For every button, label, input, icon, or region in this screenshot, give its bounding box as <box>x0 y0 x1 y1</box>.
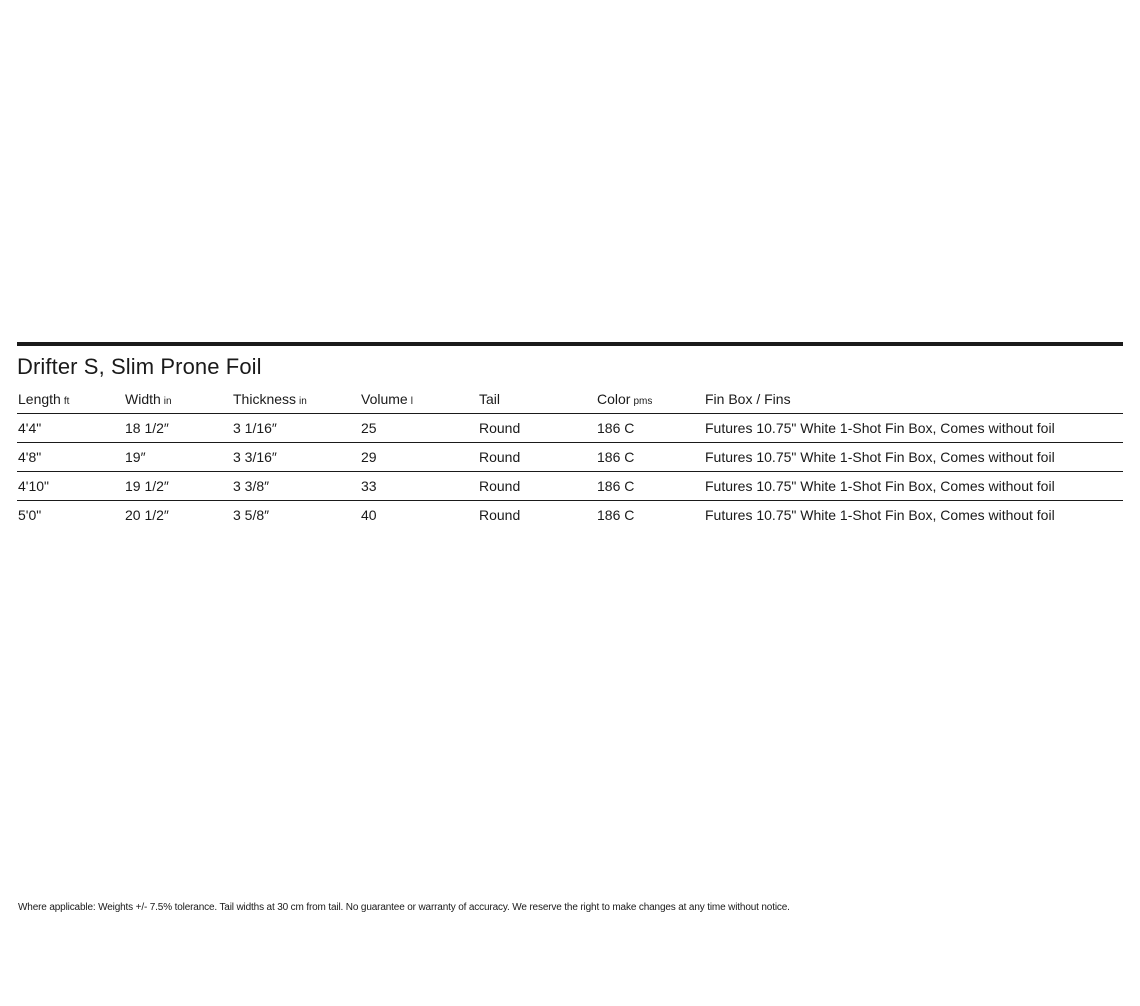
cell-tail: Round <box>478 443 596 472</box>
table-row <box>17 414 1123 443</box>
header-length: Length ft <box>18 391 70 407</box>
cell-length: 4'10" <box>17 472 124 501</box>
disclaimer-footnote: Where applicable: Weights +/- 7.5% tolerance. Tail widths at 30 cm from tail. No guarantee or warranty of accuracy. We reserve the right to make changes at any time without notice. <box>18 902 790 913</box>
spec-block <box>17 342 1123 529</box>
header-width: Width in <box>125 391 172 407</box>
cell-volume: 40 <box>360 501 478 530</box>
table-row <box>17 443 1123 472</box>
top-rule <box>17 342 1123 346</box>
cell-length: 4'8" <box>17 443 124 472</box>
cell-tail: Round <box>478 472 596 501</box>
cell-width: 19 1/2″ <box>124 472 232 501</box>
cell-thickness: 3 1/16″ <box>232 414 360 443</box>
header-volume: Volume l <box>361 391 413 407</box>
cell-thickness: 3 3/8″ <box>232 472 360 501</box>
table-row <box>17 501 1123 530</box>
product-title: Drifter S, Slim Prone Foil <box>17 354 262 379</box>
cell-length: 4'4" <box>17 414 124 443</box>
header-color: Color pms <box>597 391 653 407</box>
cell-color: 186 C <box>596 472 704 501</box>
cell-tail: Round <box>478 414 596 443</box>
cell-width: 20 1/2″ <box>124 501 232 530</box>
cell-color: 186 C <box>596 414 704 443</box>
cell-volume: 29 <box>360 443 478 472</box>
cell-length: 5'0" <box>17 501 124 530</box>
cell-color: 186 C <box>596 443 704 472</box>
cell-tail: Round <box>478 501 596 530</box>
cell-volume: 33 <box>360 472 478 501</box>
table-row <box>17 472 1123 501</box>
cell-color: 186 C <box>596 501 704 530</box>
cell-volume: 25 <box>360 414 478 443</box>
cell-width: 19″ <box>124 443 232 472</box>
cell-fin-box: Futures 10.75" White 1-Shot Fin Box, Comes without foil <box>704 414 1123 443</box>
cell-thickness: 3 3/16″ <box>232 443 360 472</box>
cell-thickness: 3 5/8″ <box>232 501 360 530</box>
cell-fin-box: Futures 10.75" White 1-Shot Fin Box, Comes without foil <box>704 472 1123 501</box>
cell-fin-box: Futures 10.75" White 1-Shot Fin Box, Comes without foil <box>704 501 1123 530</box>
header-thickness: Thickness in <box>233 391 307 407</box>
header-fin-box: Fin Box / Fins <box>705 391 791 407</box>
spec-table <box>17 387 1123 529</box>
header-tail: Tail <box>479 391 501 407</box>
cell-fin-box: Futures 10.75" White 1-Shot Fin Box, Comes without foil <box>704 443 1123 472</box>
cell-width: 18 1/2″ <box>124 414 232 443</box>
table-header-row <box>17 387 1123 414</box>
